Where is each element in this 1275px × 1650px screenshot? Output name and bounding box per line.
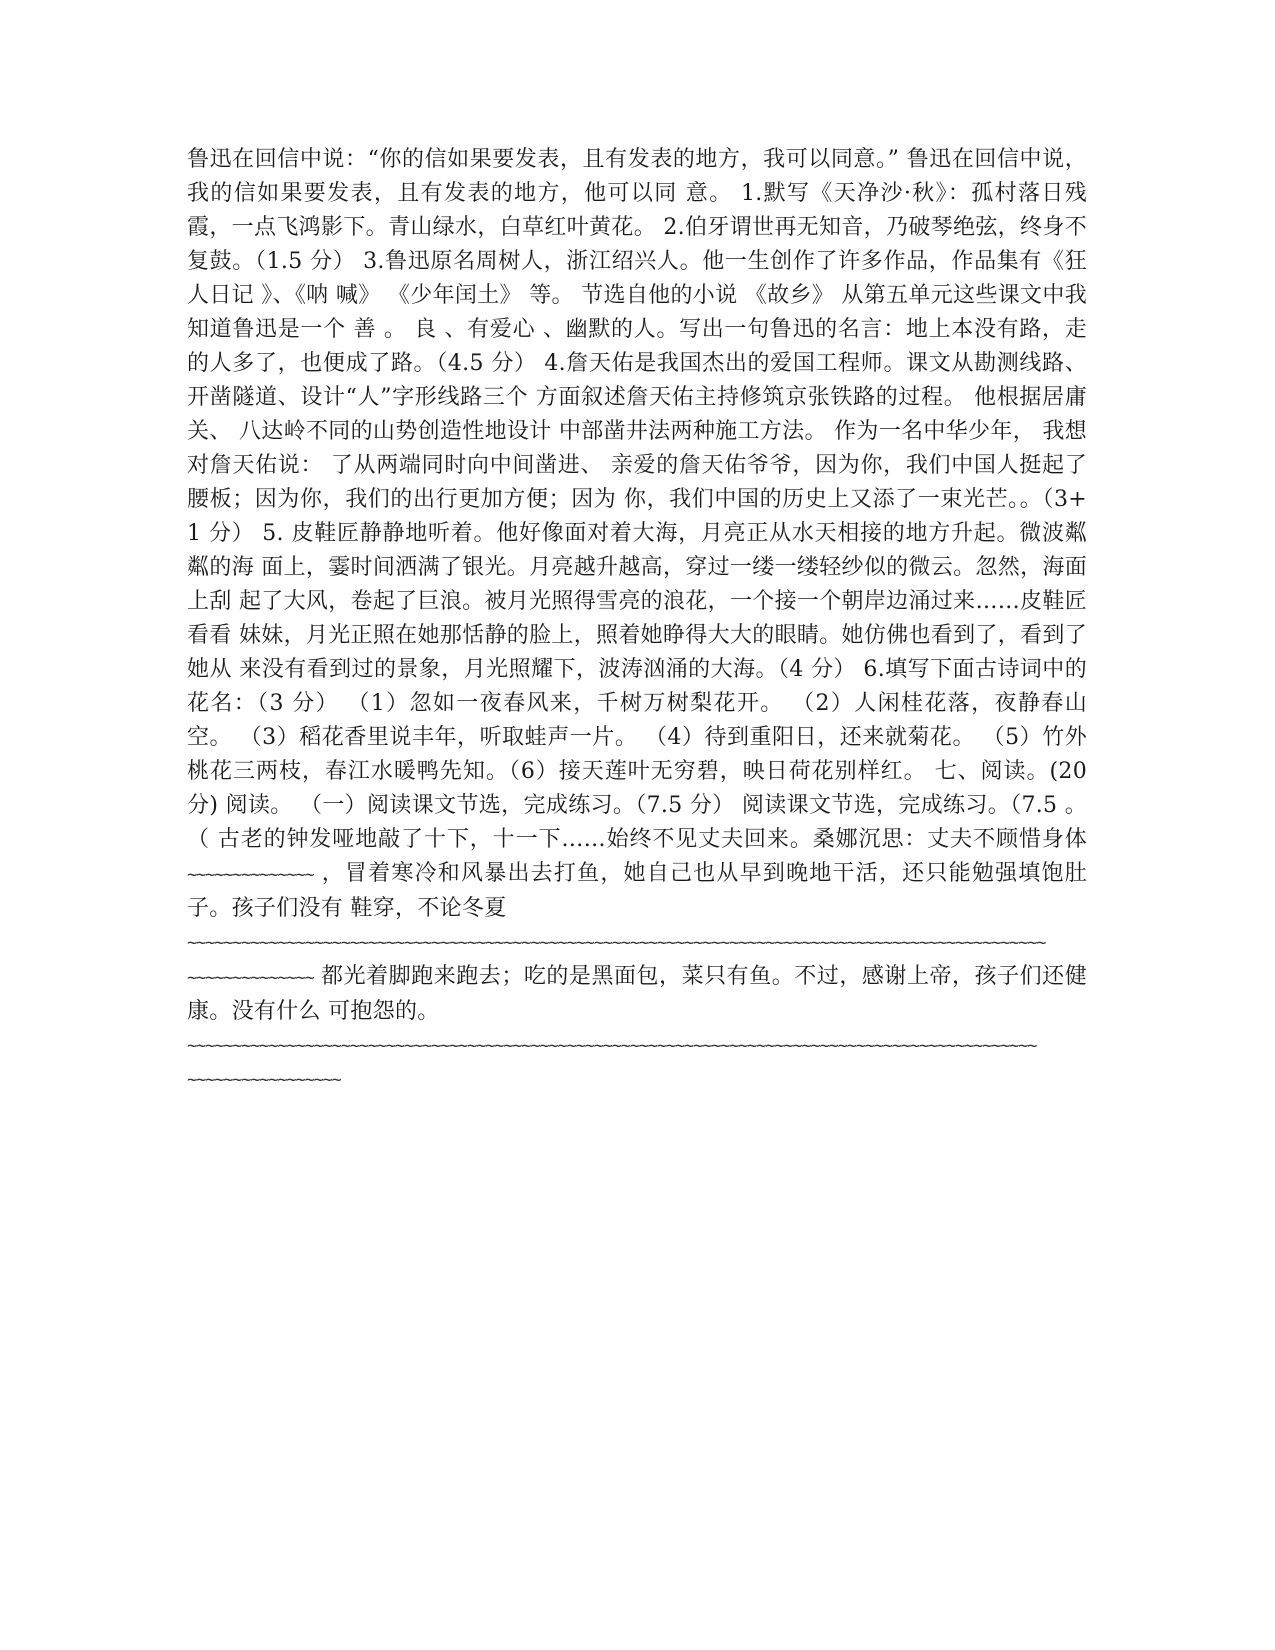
wavy-underline-line: ~~~~~~~~~~~~~~~~~~~~~~~~~~~~~~~~~~~~~~~~~~~~~~~~~~~~~~~~~~~~~~~~~~~~~~~~~~~~~~~~~~~~~~~~~~~~~~~ <box>187 933 1046 953</box>
paragraph-text-1: 鲁迅在回信中说：“你的信如果要发表，且有发表的地方，我可以同意。” 鲁迅在回信中说，我的信如果要发表，且有发表的地方，他可以同 意。 1.默写《天净沙·秋》：孤村落日残霞，一点飞鸿影下。青山绿水，白草红叶黄花。 2.伯牙谓世再无知音，乃破琴绝弦，终身不复鼓。（1.5 分） 3.鲁迅原名周树人，浙江绍兴人。他一生创作了许多作品，作品集有《狂人日记 》、《呐 喊》 《少年闰土》 等。 节选自他的小说 《故乡》 从第五单元这些课文中我知道鲁迅是一个 善 。 良 、有爱心 、幽默的人。写出一句鲁迅的名言：地上本没有路，走的人多了，也便成了路。（4.5 分） 4.詹天佑是我国杰出的爱国工程师。课文从勘测线路、开凿隧道、设计“人”字形线路三个 方面叙述詹天佑主持修筑京张铁路的过程。 他根据居庸关、 八达岭不同的山势创造性地设计 中部凿井法两种施工方法。 作为一名中华少年， 我想对詹天佑说： 了从两端同时向中间凿进、 亲爱的詹天佑爷爷，因为你，我们中国人挺起了腰板；因为你，我们的出行更加方便；因为 你，我们中国的历史上又添了一束光芒。。（3+1 分） 5. 皮鞋匠静静地听着。他好像面对着大海，月亮正从水天相接的地方升起。微波粼粼的海 面上，霎时间洒满了银光。月亮越升越高，穿过一缕一缕轻纱似的微云。忽然，海面上刮 起了大风，卷起了巨浪。被月光照得雪亮的浪花，一个接一个朝岸边涌过来……皮鞋匠看看 妹妹，月光正照在她那恬静的脸上，照着她睁得大大的眼睛。她仿佛也看到了，看到了她从 来没有看到过的景象，月光照耀下，波涛汹涌的大海。（4 分） 6.填写下面古诗词中的花名：（3 分） （1）忽如一夜春风来，千树万树梨花开。 （2）人闲桂花落，夜静春山空。 （3）稻花香里说丰年，听取蛙声一片。 （4）待到重阳日，还来就菊花。 （5）竹外桃花三两枝，春江水暖鸭先知。（6）接天莲叶无穷碧，映日荷花别样红。 七、阅读。(20 分) 阅读。 （一）阅读课文节选，完成练习。（7.5 分） 阅读课文节选，完成练习。（7.5 。（ 古老的钟发哑地敲了十下，十一下……始终不见丈夫回来。桑娜沉思：丈夫不顾惜身体 <box>187 147 1087 852</box>
document-body <box>187 143 1087 926</box>
paragraph-text-3: 都光着脚跑来跑去；吃的是黑面包，菜只有鱼。不过，感谢上帝，孩子们还健康。没有什么 可抱怨的。 <box>187 964 1087 1024</box>
document-page <box>187 143 1087 1097</box>
document-body-continued <box>187 960 1087 1029</box>
wavy-underline: ~~~~~~~~~~~~~~ <box>187 865 314 885</box>
paragraph-text-2: ，冒着寒冷和风暴出去打鱼，她自己也从早到晚地干活，还只能勉强填饱肚子。孩子们没有 鞋穿，不论冬夏 <box>187 861 1087 921</box>
wavy-underline-line: ~~~~~~~~~~~~~~~~~ <box>187 1070 341 1090</box>
wavy-underline: ~~~~~~~~~~~~~~ <box>187 968 314 988</box>
wavy-underline-line: ~~~~~~~~~~~~~~~~~~~~~~~~~~~~~~~~~~~~~~~~~~~~~~~~~~~~~~~~~~~~~~~~~~~~~~~~~~~~~~~~~~~~~~~~~~~~~~ <box>187 1036 1037 1056</box>
